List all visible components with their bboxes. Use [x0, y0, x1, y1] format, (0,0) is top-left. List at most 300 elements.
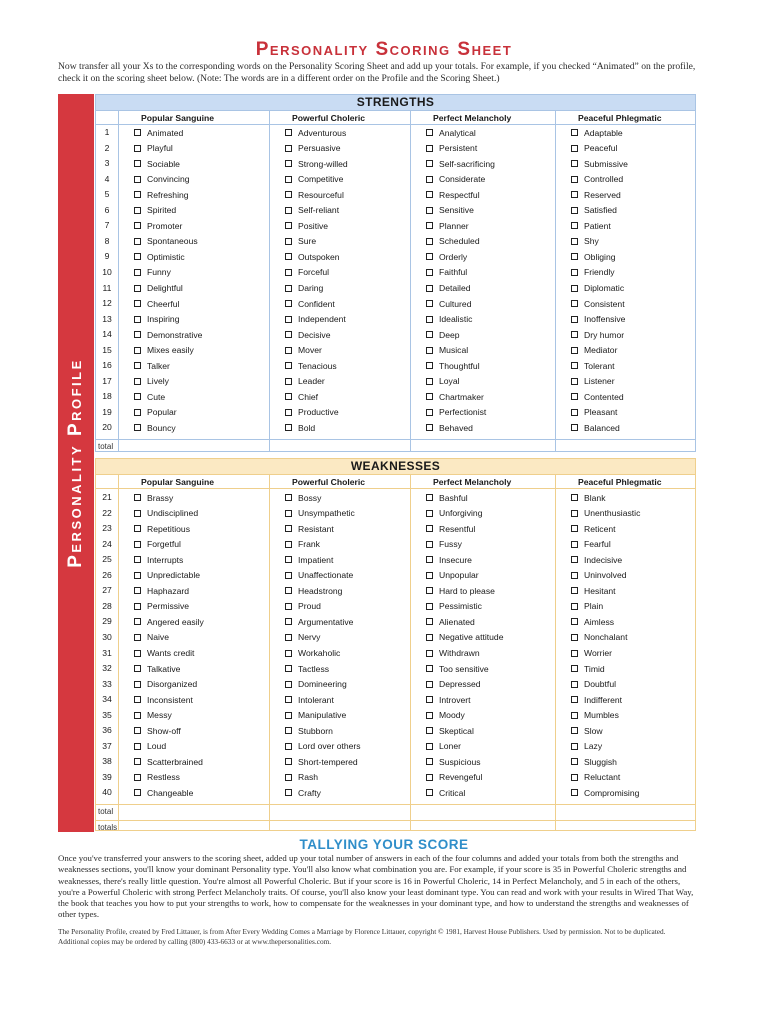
word-checkbox[interactable] [285, 616, 353, 627]
checkbox[interactable] [426, 176, 433, 183]
checkbox[interactable] [285, 789, 292, 796]
word-checkbox[interactable] [426, 756, 481, 767]
word-checkbox[interactable] [571, 772, 620, 783]
checkbox[interactable] [426, 634, 433, 641]
checkbox[interactable] [426, 362, 433, 369]
checkbox[interactable] [285, 758, 292, 765]
checkbox[interactable] [285, 285, 292, 292]
checkbox[interactable] [285, 238, 292, 245]
word-checkbox[interactable] [571, 539, 611, 550]
word-checkbox[interactable] [285, 585, 342, 596]
word-checkbox[interactable] [285, 391, 318, 402]
word-checkbox[interactable] [285, 158, 348, 169]
checkbox[interactable] [426, 424, 433, 431]
word-checkbox[interactable] [426, 616, 475, 627]
checkbox[interactable] [571, 789, 578, 796]
checkbox[interactable] [134, 300, 141, 307]
word-checkbox[interactable] [134, 220, 182, 231]
checkbox[interactable] [134, 618, 141, 625]
checkbox[interactable] [134, 696, 141, 703]
checkbox[interactable] [285, 696, 292, 703]
checkbox[interactable] [134, 587, 141, 594]
word-checkbox[interactable] [426, 554, 472, 565]
word-checkbox[interactable] [426, 376, 460, 387]
word-checkbox[interactable] [571, 554, 622, 565]
word-checkbox[interactable] [426, 648, 480, 659]
word-checkbox[interactable] [571, 158, 628, 169]
word-checkbox[interactable] [285, 554, 333, 565]
word-checkbox[interactable] [134, 694, 193, 705]
checkbox[interactable] [285, 587, 292, 594]
checkbox[interactable] [426, 207, 433, 214]
checkbox[interactable] [426, 774, 433, 781]
checkbox[interactable] [134, 774, 141, 781]
word-checkbox[interactable] [571, 391, 624, 402]
word-checkbox[interactable] [134, 422, 176, 433]
word-checkbox[interactable] [426, 508, 482, 519]
checkbox[interactable] [134, 160, 141, 167]
checkbox[interactable] [285, 572, 292, 579]
word-checkbox[interactable] [134, 663, 180, 674]
word-checkbox[interactable] [285, 220, 328, 231]
checkbox[interactable] [571, 634, 578, 641]
word-checkbox[interactable] [134, 376, 169, 387]
word-checkbox[interactable] [134, 236, 198, 247]
checkbox[interactable] [285, 362, 292, 369]
checkbox[interactable] [285, 556, 292, 563]
checkbox[interactable] [285, 665, 292, 672]
word-checkbox[interactable] [134, 158, 180, 169]
word-checkbox[interactable] [134, 174, 190, 185]
checkbox[interactable] [134, 393, 141, 400]
word-checkbox[interactable] [285, 267, 329, 278]
word-checkbox[interactable] [134, 632, 169, 643]
word-checkbox[interactable] [134, 616, 204, 627]
checkbox[interactable] [134, 789, 141, 796]
checkbox[interactable] [571, 300, 578, 307]
checkbox[interactable] [426, 347, 433, 354]
word-checkbox[interactable] [426, 314, 472, 325]
checkbox[interactable] [134, 331, 141, 338]
word-checkbox[interactable] [285, 251, 340, 262]
word-checkbox[interactable] [426, 663, 489, 674]
checkbox[interactable] [571, 316, 578, 323]
checkbox[interactable] [571, 556, 578, 563]
checkbox[interactable] [426, 129, 433, 136]
word-checkbox[interactable] [285, 283, 323, 294]
word-checkbox[interactable] [426, 158, 495, 169]
checkbox[interactable] [426, 696, 433, 703]
word-checkbox[interactable] [571, 174, 623, 185]
checkbox[interactable] [134, 176, 141, 183]
word-checkbox[interactable] [285, 756, 358, 767]
checkbox[interactable] [426, 409, 433, 416]
checkbox[interactable] [571, 774, 578, 781]
checkbox[interactable] [134, 238, 141, 245]
word-checkbox[interactable] [571, 267, 615, 278]
word-checkbox[interactable] [134, 492, 173, 503]
word-checkbox[interactable] [134, 570, 200, 581]
word-checkbox[interactable] [426, 679, 481, 690]
checkbox[interactable] [426, 331, 433, 338]
word-checkbox[interactable] [571, 663, 605, 674]
checkbox[interactable] [571, 424, 578, 431]
word-checkbox[interactable] [571, 616, 614, 627]
checkbox[interactable] [426, 269, 433, 276]
word-checkbox[interactable] [285, 376, 325, 387]
checkbox[interactable] [426, 541, 433, 548]
word-checkbox[interactable] [426, 570, 479, 581]
checkbox[interactable] [571, 696, 578, 703]
word-checkbox[interactable] [134, 127, 183, 138]
checkbox[interactable] [134, 727, 141, 734]
checkbox[interactable] [134, 650, 141, 657]
word-checkbox[interactable] [285, 314, 346, 325]
word-checkbox[interactable] [426, 283, 471, 294]
word-checkbox[interactable] [285, 694, 334, 705]
checkbox[interactable] [426, 743, 433, 750]
word-checkbox[interactable] [571, 127, 623, 138]
word-checkbox[interactable] [134, 725, 181, 736]
word-checkbox[interactable] [571, 329, 624, 340]
checkbox[interactable] [285, 347, 292, 354]
word-checkbox[interactable] [571, 679, 616, 690]
checkbox[interactable] [134, 525, 141, 532]
checkbox[interactable] [285, 494, 292, 501]
word-checkbox[interactable] [285, 298, 335, 309]
word-checkbox[interactable] [285, 570, 353, 581]
word-checkbox[interactable] [571, 741, 602, 752]
checkbox[interactable] [571, 160, 578, 167]
word-checkbox[interactable] [134, 329, 202, 340]
word-checkbox[interactable] [426, 298, 471, 309]
word-checkbox[interactable] [134, 205, 176, 216]
checkbox[interactable] [426, 253, 433, 260]
word-checkbox[interactable] [134, 741, 166, 752]
checkbox[interactable] [426, 650, 433, 657]
checkbox[interactable] [134, 541, 141, 548]
word-checkbox[interactable] [134, 189, 189, 200]
checkbox[interactable] [571, 743, 578, 750]
word-checkbox[interactable] [571, 422, 620, 433]
checkbox[interactable] [285, 207, 292, 214]
word-checkbox[interactable] [571, 710, 619, 721]
checkbox[interactable] [426, 160, 433, 167]
word-checkbox[interactable] [134, 391, 165, 402]
word-checkbox[interactable] [426, 345, 468, 356]
word-checkbox[interactable] [285, 539, 320, 550]
word-checkbox[interactable] [426, 251, 467, 262]
word-checkbox[interactable] [285, 601, 321, 612]
checkbox[interactable] [134, 572, 141, 579]
word-checkbox[interactable] [134, 360, 170, 371]
checkbox[interactable] [134, 634, 141, 641]
word-checkbox[interactable] [134, 554, 183, 565]
checkbox[interactable] [426, 191, 433, 198]
checkbox[interactable] [571, 727, 578, 734]
word-checkbox[interactable] [571, 298, 625, 309]
checkbox[interactable] [285, 393, 292, 400]
word-checkbox[interactable] [285, 523, 334, 534]
checkbox[interactable] [426, 665, 433, 672]
word-checkbox[interactable] [571, 508, 640, 519]
word-checkbox[interactable] [571, 585, 616, 596]
word-checkbox[interactable] [285, 422, 315, 433]
word-checkbox[interactable] [285, 679, 347, 690]
checkbox[interactable] [426, 238, 433, 245]
checkbox[interactable] [426, 712, 433, 719]
checkbox[interactable] [285, 331, 292, 338]
checkbox[interactable] [571, 362, 578, 369]
word-checkbox[interactable] [134, 601, 189, 612]
word-checkbox[interactable] [134, 407, 177, 418]
word-checkbox[interactable] [134, 523, 190, 534]
word-checkbox[interactable] [426, 174, 485, 185]
word-checkbox[interactable] [285, 345, 322, 356]
checkbox[interactable] [134, 129, 141, 136]
word-checkbox[interactable] [285, 360, 337, 371]
checkbox[interactable] [426, 556, 433, 563]
checkbox[interactable] [134, 222, 141, 229]
word-checkbox[interactable] [571, 523, 616, 534]
word-checkbox[interactable] [134, 787, 193, 798]
word-checkbox[interactable] [134, 345, 194, 356]
word-checkbox[interactable] [426, 220, 469, 231]
checkbox[interactable] [426, 681, 433, 688]
word-checkbox[interactable] [426, 585, 495, 596]
checkbox[interactable] [285, 222, 292, 229]
checkbox[interactable] [285, 145, 292, 152]
checkbox[interactable] [285, 300, 292, 307]
word-checkbox[interactable] [285, 741, 361, 752]
checkbox[interactable] [571, 510, 578, 517]
checkbox[interactable] [571, 572, 578, 579]
checkbox[interactable] [571, 393, 578, 400]
word-checkbox[interactable] [285, 143, 341, 154]
word-checkbox[interactable] [426, 741, 461, 752]
checkbox[interactable] [571, 129, 578, 136]
checkbox[interactable] [134, 712, 141, 719]
word-checkbox[interactable] [571, 236, 599, 247]
word-checkbox[interactable] [426, 127, 476, 138]
checkbox[interactable] [134, 603, 141, 610]
word-checkbox[interactable] [426, 523, 475, 534]
checkbox[interactable] [571, 222, 578, 229]
word-checkbox[interactable] [571, 632, 627, 643]
word-checkbox[interactable] [571, 787, 639, 798]
checkbox[interactable] [285, 378, 292, 385]
word-checkbox[interactable] [571, 601, 603, 612]
word-checkbox[interactable] [571, 220, 611, 231]
checkbox[interactable] [571, 712, 578, 719]
checkbox[interactable] [134, 743, 141, 750]
checkbox[interactable] [285, 712, 292, 719]
checkbox[interactable] [426, 300, 433, 307]
checkbox[interactable] [134, 207, 141, 214]
word-checkbox[interactable] [285, 648, 340, 659]
word-checkbox[interactable] [285, 127, 346, 138]
checkbox[interactable] [571, 603, 578, 610]
checkbox[interactable] [285, 650, 292, 657]
checkbox[interactable] [571, 541, 578, 548]
word-checkbox[interactable] [134, 314, 179, 325]
word-checkbox[interactable] [285, 787, 321, 798]
checkbox[interactable] [285, 603, 292, 610]
checkbox[interactable] [285, 424, 292, 431]
checkbox[interactable] [571, 191, 578, 198]
word-checkbox[interactable] [571, 314, 625, 325]
checkbox[interactable] [134, 378, 141, 385]
word-checkbox[interactable] [571, 407, 617, 418]
checkbox[interactable] [426, 587, 433, 594]
word-checkbox[interactable] [285, 329, 330, 340]
checkbox[interactable] [134, 285, 141, 292]
checkbox[interactable] [426, 572, 433, 579]
word-checkbox[interactable] [426, 143, 477, 154]
checkbox[interactable] [285, 160, 292, 167]
checkbox[interactable] [571, 665, 578, 672]
checkbox[interactable] [571, 331, 578, 338]
word-checkbox[interactable] [571, 725, 603, 736]
checkbox[interactable] [285, 253, 292, 260]
checkbox[interactable] [285, 316, 292, 323]
word-checkbox[interactable] [285, 663, 329, 674]
word-checkbox[interactable] [134, 508, 198, 519]
checkbox[interactable] [134, 253, 141, 260]
checkbox[interactable] [426, 789, 433, 796]
checkbox[interactable] [571, 650, 578, 657]
word-checkbox[interactable] [285, 174, 343, 185]
word-checkbox[interactable] [571, 143, 617, 154]
word-checkbox[interactable] [426, 772, 482, 783]
word-checkbox[interactable] [571, 648, 612, 659]
checkbox[interactable] [426, 378, 433, 385]
word-checkbox[interactable] [426, 787, 465, 798]
word-checkbox[interactable] [285, 710, 346, 721]
word-checkbox[interactable] [426, 267, 467, 278]
checkbox[interactable] [426, 285, 433, 292]
word-checkbox[interactable] [285, 508, 355, 519]
checkbox[interactable] [571, 618, 578, 625]
word-checkbox[interactable] [285, 725, 333, 736]
checkbox[interactable] [426, 145, 433, 152]
word-checkbox[interactable] [571, 360, 615, 371]
word-checkbox[interactable] [134, 756, 203, 767]
checkbox[interactable] [426, 494, 433, 501]
word-checkbox[interactable] [426, 725, 474, 736]
word-checkbox[interactable] [134, 539, 181, 550]
checkbox[interactable] [285, 269, 292, 276]
word-checkbox[interactable] [285, 632, 320, 643]
word-checkbox[interactable] [134, 267, 171, 278]
word-checkbox[interactable] [134, 710, 172, 721]
checkbox[interactable] [134, 191, 141, 198]
word-checkbox[interactable] [571, 376, 615, 387]
checkbox[interactable] [285, 774, 292, 781]
word-checkbox[interactable] [426, 539, 462, 550]
checkbox[interactable] [571, 587, 578, 594]
checkbox[interactable] [426, 510, 433, 517]
checkbox[interactable] [134, 316, 141, 323]
word-checkbox[interactable] [426, 189, 480, 200]
checkbox[interactable] [426, 316, 433, 323]
checkbox[interactable] [426, 618, 433, 625]
checkbox[interactable] [426, 393, 433, 400]
checkbox[interactable] [134, 681, 141, 688]
checkbox[interactable] [571, 176, 578, 183]
checkbox[interactable] [285, 525, 292, 532]
word-checkbox[interactable] [571, 251, 616, 262]
word-checkbox[interactable] [571, 756, 617, 767]
checkbox[interactable] [285, 743, 292, 750]
checkbox[interactable] [426, 758, 433, 765]
word-checkbox[interactable] [134, 143, 173, 154]
checkbox[interactable] [134, 424, 141, 431]
checkbox[interactable] [134, 362, 141, 369]
checkbox[interactable] [571, 347, 578, 354]
word-checkbox[interactable] [426, 710, 465, 721]
checkbox[interactable] [134, 494, 141, 501]
checkbox[interactable] [285, 176, 292, 183]
word-checkbox[interactable] [134, 283, 183, 294]
word-checkbox[interactable] [285, 205, 339, 216]
checkbox[interactable] [426, 727, 433, 734]
checkbox[interactable] [571, 681, 578, 688]
word-checkbox[interactable] [426, 601, 482, 612]
checkbox[interactable] [571, 285, 578, 292]
checkbox[interactable] [134, 556, 141, 563]
checkbox[interactable] [134, 145, 141, 152]
word-checkbox[interactable] [285, 189, 344, 200]
word-checkbox[interactable] [571, 492, 606, 503]
checkbox[interactable] [426, 222, 433, 229]
checkbox[interactable] [285, 634, 292, 641]
word-checkbox[interactable] [426, 236, 480, 247]
checkbox[interactable] [285, 727, 292, 734]
word-checkbox[interactable] [285, 236, 316, 247]
word-checkbox[interactable] [426, 205, 474, 216]
checkbox[interactable] [571, 494, 578, 501]
word-checkbox[interactable] [571, 189, 621, 200]
checkbox[interactable] [571, 525, 578, 532]
word-checkbox[interactable] [285, 407, 339, 418]
word-checkbox[interactable] [426, 360, 480, 371]
checkbox[interactable] [285, 510, 292, 517]
word-checkbox[interactable] [571, 570, 627, 581]
word-checkbox[interactable] [426, 492, 468, 503]
checkbox[interactable] [285, 191, 292, 198]
word-checkbox[interactable] [426, 391, 484, 402]
checkbox[interactable] [134, 409, 141, 416]
checkbox[interactable] [426, 525, 433, 532]
word-checkbox[interactable] [285, 772, 318, 783]
word-checkbox[interactable] [134, 585, 189, 596]
checkbox[interactable] [134, 510, 141, 517]
word-checkbox[interactable] [571, 345, 617, 356]
checkbox[interactable] [426, 603, 433, 610]
word-checkbox[interactable] [426, 422, 473, 433]
word-checkbox[interactable] [134, 648, 194, 659]
word-checkbox[interactable] [426, 329, 460, 340]
checkbox[interactable] [285, 409, 292, 416]
word-checkbox[interactable] [134, 772, 180, 783]
checkbox[interactable] [134, 269, 141, 276]
word-checkbox[interactable] [134, 679, 197, 690]
word-checkbox[interactable] [426, 694, 471, 705]
checkbox[interactable] [285, 129, 292, 136]
checkbox[interactable] [571, 378, 578, 385]
word-checkbox[interactable] [426, 407, 486, 418]
